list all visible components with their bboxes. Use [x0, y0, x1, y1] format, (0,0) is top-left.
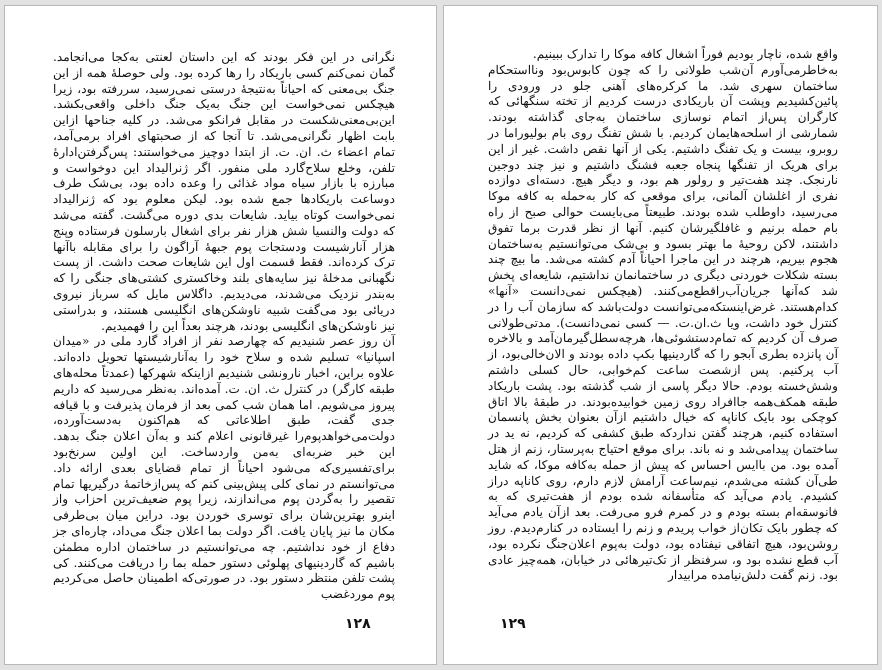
left-paragraph-2: آن روز عصر شنیدیم که چهارصد نفر از افراد گارد ملی در «میدان اسپانیا» تسلیم شده و سلاح خود را به‌آنارشیستها تحویل داده‌اند. علاوه براین، اخبار نارونشی شنیدیم ازاینکه شهرکها (عمدتاً محله‌های طبقه کارگر) در کنترل ث. ان. ت. آمده‌اند. به‌نظر می‌رسید که داریم پیروز می‌شویم. اما همان شب کمی بعد از فرمان پذیرفت و با قیافه جدی گفت، طبق اطلاعاتی که هم‌اکنون به‌دست‌آورده، دولت‌می‌خواهدپوم‌را غیرقانونی اعلام کند و به‌آن اعلان جنگ بدهد. این خبر ضربه‌ای به‌من وارد‌ساخت. این اولین سرنخ‌بود برای‌تفسیری‌که می‌شود احیاناً از تمام قضایای بعدی ارائه داد. می‌توانستم در نمای کلی پیش‌بینی کنم که پس‌ازخاتمهٔ درگیریها تمام تقصیر را به‌گردن پوم می‌اندازند، زیرا پوم ضعیف‌ترین احزاب واز اینرو بهترین‌شان برای توسری خوردن بود. دراین میان بی‌طرفی مکان ما نیز پایان یافت. اگر دولت بما اعلان جنگ می‌داد، چاره‌ای جز دفاع از خود نداشتیم. چه می‌توانستیم در ساختمان اداره مطمئن باشیم که گاردینیهای پهلوئی دستور حمله بما را دریافت می‌کنند. کی پشت تلفن منتظر دستور بود. در صورتی‌که اطمینان حاصل می‌کردیم پوم موردغضب	[53, 334, 395, 602]
left-page-number: ۱۲۸	[345, 616, 371, 632]
left-page	[4, 5, 437, 665]
right-page-text	[488, 47, 838, 584]
right-page	[443, 5, 878, 665]
left-page-text	[53, 50, 395, 603]
right-paragraph-2: به‌خاطرمی‌آورم آن‌شب طولانی را که چون کابوس‌بود ونااستحکام ساختمان سهری شد. ما کرکره‌های آهنی جلو در ورودی را پائین‌کشیدیم وپشت آن باریکادی درست کردیم از تخته سنگهائی که کارگران پس‌از اتمام نوسازی ساختمان به‌جای گذاشته بودند. شمارشی از اسلحه‌هایمان کردیم. با شش تفنگ روی بام بولیوراما در روبرو، بیست و یک تفنگ داشتیم. یکی از آنها نقص داشت. غیر از این برای هریک از تفنگها پنجاه جعبه فشنگ داشتیم و نیز چند دوجین نارنجک. چند هفت‌تیر و رولور هم بود، و دیگر هیچ. دسته‌ای دوازده نفری از اغلشان آلمانی، برای موقعی که کار به‌حمله به کافه موکا می‌رسید، داوطلب شده بودند. طبیعتاً می‌بایست حوالی صبح از راه بام حمله برنیم و غافلگیرشان کنیم. آنها از نظر قدرت برما تفوق داشتند، لاکن روحیهٔ ما بهتر بسود و بی‌شک می‌توانستیم به‌ساختمان هجوم بیریم، هرچند در این ماجرا احیاناً آدم کشته می‌شد. ما بیچ چند بسته شکلات خوردنی دیگری در ساختمانمان نداشتیم، شایعه‌ای پخش شد که‌آنها جریان‌آب‌را‌قطع‌می‌کنند. (هیچکس نمی‌دانست «آنها» کدام‌هستند. غرض‌اینستکه‌می‌توانست دولت‌باشد که سازمان آب را در کنترل خود داشت، ویا ث.ان.ت. — کسی نمی‌دانست). مدتی‌طولانی صرف آن کردیم که تمام‌دستشوئی‌ها، هرچه‌سطل‌گیرمان‌آمد و بالاخره آن پانزده بطری آبجو را که گاردینیها بکپ داده بودند و الان‌خالی‌بود، از آب پرکنیم. پس ازشصت ساعت کم‌خوابی، حال کسلی داشتم وشش‌خسته بودم. حالا دیگر پاسی از شب گذشته بود. پشت باریکاد طبقه همکف‌همه جاافراد روی زمین خوابیده‌بودند. در طبقهٔ بالا اتاق کوچکی بود بایک کاناپه که خیال داشتیم ازآن بعنوان بخش پانسمان استفاده کنیم، هرچند گفتن نداردکه طبق کشفی که کردیم، نه ید در ساختمان پیدامی‌شد و نه باند. برای موقع احتیاج به‌پرستار، زنم از هتل آمده بود. من باایس احساس که پیش از حمله به‌کافه موکا، که شاید طی‌آن کشته می‌شدم، نیم‌ساعت آرامش لازم دارم، روی کاناپه دراز کشیدم. یادم می‌آید که متأسفانه شده بودم از هفت‌تیری که به فانوسقه‌ام بسته بودم و در کمرم فرو می‌رفت. بعد ازآن یادم می‌آید که چطور بایک تکان‌از خواب پریدم و زنم را ایستاده در کنارم‌دیدم. روز روشن‌بود، هیچ اتفاقی نیفتاده بود، دولت به‌پوم اعلان‌جنگ نکرده بود، آب قطع نشده بود و، سرفنظر از تک‌تیرهائی در خیابان، همه‌چیز عادی بود. زنم گفت دلش‌نیامده مرابیدار	[488, 62, 838, 583]
left-paragraph-1: نگرانی در این فکر بودند که این داستان لعنتی به‌کجا می‌انجامد. گمان نمی‌کنم کسی باریکاد را رها کرده بود. ولی حوصلهٔ همه از این جنگ بی‌معنی که احیاناً به‌نتیجهٔ درستی نمی‌رسید، سررفته بود، زیرا هیچکس نمی‌خواست این جنگ به‌یک جنگ داخلی واقعی‌بکشد. این‌بی‌معنی‌شکست در مقابل فرانکو می‌شد. در کلیه جناحها ازاین بابت اظهار نگرانی‌می‌شد. تا آنجا که از صحبتهای افراد برمی‌آمد، تمام اعضاء ث. ان. ت. از ابتدا دوچیز می‌خواستند: پس‌گرفتن‌ادارهٔ تلفن، وخلع سلاح‌گارد ملی منفور. اگر ژنرالیداد این دوخواست و مبارزه با بازار سیاه مواد غذائی را وعده داده بود، بی‌شک طرف دوساعت باریکادها جمع شده بود. لیکن معلوم بود که ژنرالیداد نمی‌خواست کوتاه بیاید. شایعات بدی دوره می‌گشت. گفته می‌شد که دولت والنسیا شش هزار نفر برای اشغال بارسلون فرستاده وپنج هزار آنارشیست ودستجات پوم جبههٔ آراگون را برای مقابله باآنها ترک کرده‌اند. فقط قسمت اول این شایعات صحت داشت. از پست نگهبانی مدخلهٔ نیز سایه‌های بلند وخاکستری کشتی‌های جنگی را که به‌بندر نزدیک می‌شدند، می‌دیدیم. داگلاس مایل که سرباز نیروی دریائی بود می‌گفت شبیه ناوشکن‌های انگلیسی هستند، و بدراستی نیز ناوشکن‌های انگلیسی بودند، هرچند بعداً این را فهمیدیم.	[53, 50, 395, 333]
right-paragraph-1: واقع شده، ناچار بودیم فوراً اشغال کافه موکا را تدارک ببینیم.	[532, 47, 838, 61]
right-page-number: ۱۲۹	[500, 616, 526, 632]
